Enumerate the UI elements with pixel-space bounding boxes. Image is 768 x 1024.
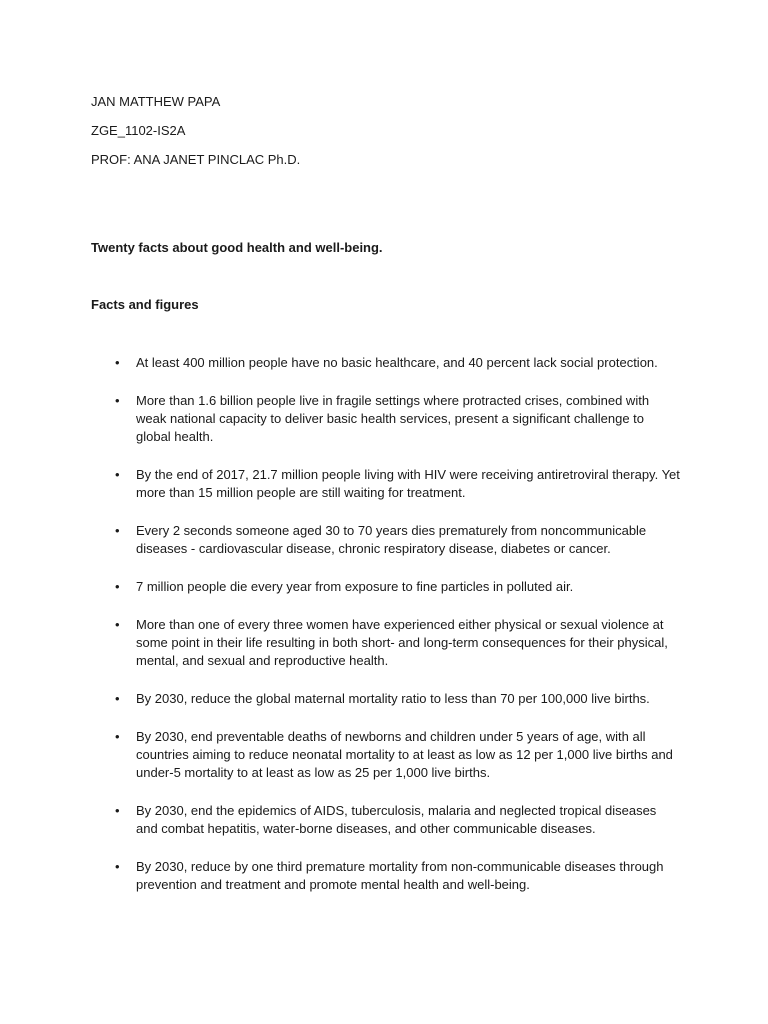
fact-text: More than 1.6 billion people live in fragile settings where protracted crises, combined with weak national capacity to deliver basic health services, present a significant challenge to global health.	[136, 393, 650, 444]
list-item	[0, 690, 768, 708]
section-heading: Facts and figures	[91, 297, 199, 312]
bullet-icon: •	[115, 859, 120, 874]
list-item	[0, 616, 768, 670]
bullet-icon: •	[115, 803, 120, 818]
list-item	[0, 858, 768, 894]
fact-text: By 2030, end the epidemics of AIDS, tuberculosis, malaria and neglected tropical diseases and combat hepatitis, water-borne diseases, and other communicable diseases.	[136, 803, 657, 836]
professor-name: PROF: ANA JANET PINCLAC Ph.D.	[91, 152, 301, 167]
list-item	[0, 578, 768, 596]
fact-text: At least 400 million people have no basic healthcare, and 40 percent lack social protection.	[136, 355, 658, 370]
document-title: Twenty facts about good health and well-being.	[91, 240, 383, 255]
list-item	[0, 354, 768, 372]
bullet-icon: •	[115, 579, 120, 594]
bullet-icon: •	[115, 393, 120, 408]
bullet-icon: •	[115, 729, 120, 744]
fact-text: By 2030, end preventable deaths of newborns and children under 5 years of age, with all countries aiming to reduce neonatal mortality to at least as low as 12 per 1,000 live births and under-5 mortality to at least as low as 25 per 1,000 live births.	[136, 729, 673, 780]
bullet-icon: •	[115, 617, 120, 632]
fact-text: More than one of every three women have experienced either physical or sexual violence at some point in their life resulting in both short- and long-term consequences for their physical, mental, and sexual and reproductive health.	[136, 617, 668, 668]
list-item	[0, 522, 768, 558]
course-code: ZGE_1102-IS2A	[91, 123, 186, 138]
fact-text: By 2030, reduce the global maternal mortality ratio to less than 70 per 100,000 live births.	[136, 691, 650, 706]
facts-list	[0, 354, 768, 914]
bullet-icon: •	[115, 523, 120, 538]
fact-text: By 2030, reduce by one third premature mortality from non-communicable diseases through prevention and treatment and promote mental health and well-being.	[136, 859, 664, 892]
list-item	[0, 466, 768, 502]
bullet-icon: •	[115, 691, 120, 706]
bullet-icon: •	[115, 355, 120, 370]
fact-text: Every 2 seconds someone aged 30 to 70 years dies prematurely from noncommunicable diseases - cardiovascular disease, chronic respiratory disease, diabetes or cancer.	[136, 523, 647, 556]
list-item	[0, 802, 768, 838]
fact-text: By the end of 2017, 21.7 million people living with HIV were receiving antiretroviral therapy. Yet more than 15 million people are still waiting for treatment.	[136, 467, 680, 500]
list-item	[0, 392, 768, 446]
bullet-icon: •	[115, 467, 120, 482]
list-item	[0, 728, 768, 782]
student-name: JAN MATTHEW PAPA	[91, 94, 221, 109]
fact-text: 7 million people die every year from exposure to fine particles in polluted air.	[136, 579, 574, 594]
